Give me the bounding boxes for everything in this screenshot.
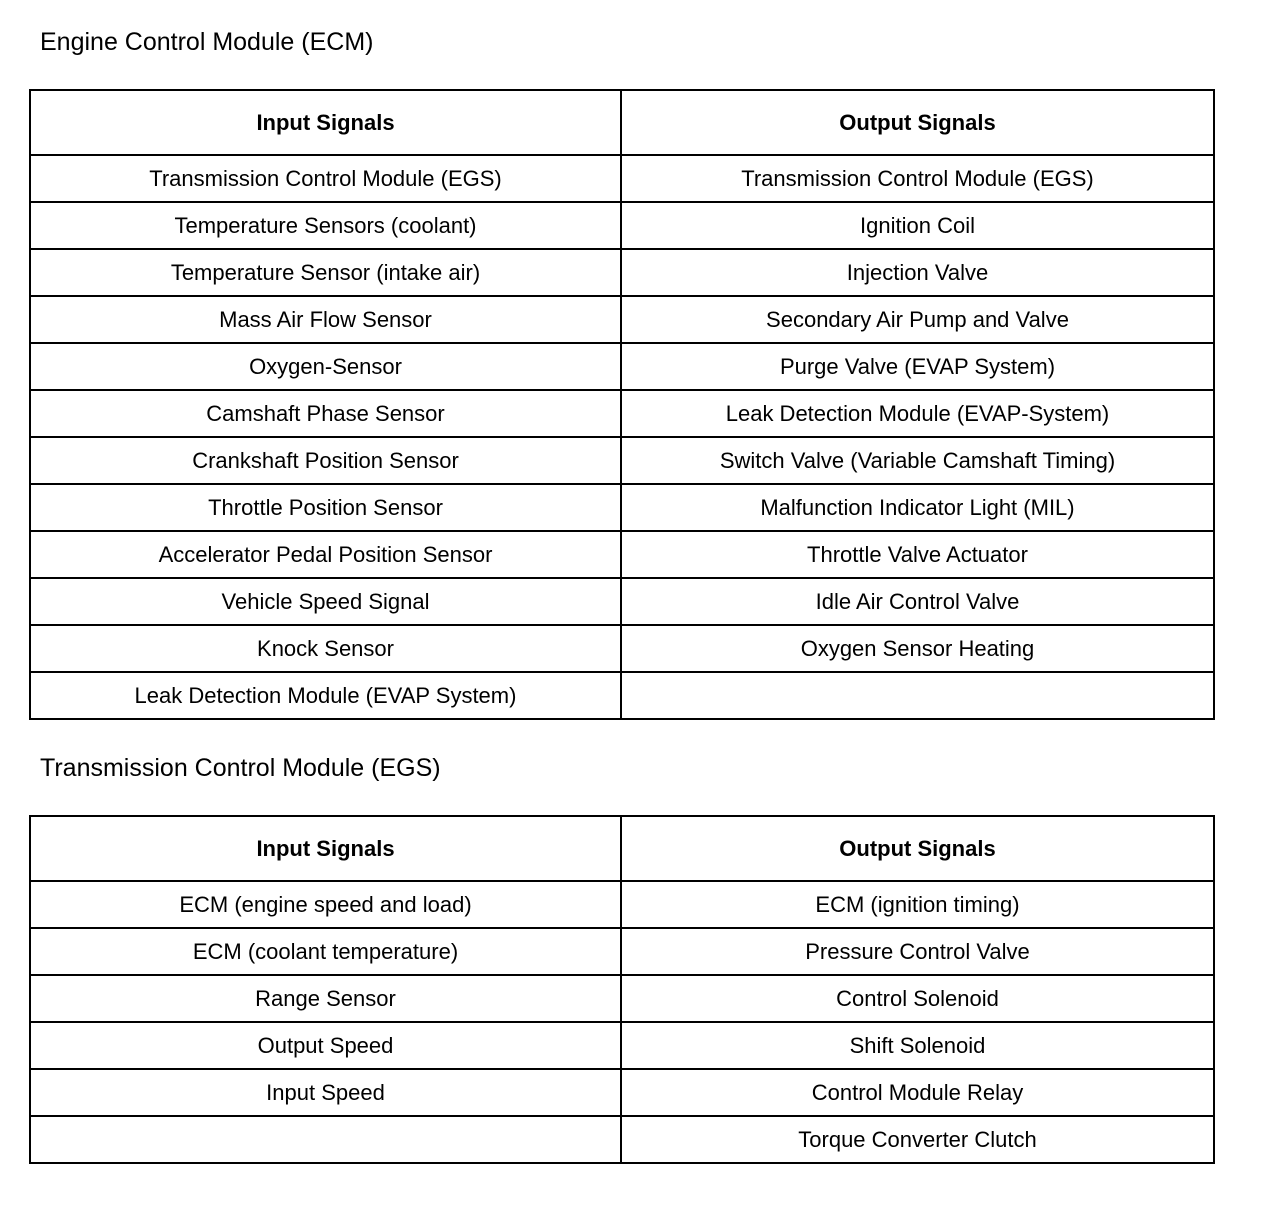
egs-input-signal: Range Sensor (30, 975, 621, 1022)
egs-input-signal (30, 1116, 621, 1163)
ecm-output-signal: Secondary Air Pump and Valve (621, 296, 1214, 343)
egs-input-signal: Input Speed (30, 1069, 621, 1116)
table-row (30, 202, 1214, 249)
ecm-input-signal: Throttle Position Sensor (30, 484, 621, 531)
table-row (30, 975, 1214, 1022)
ecm-output-signal: Purge Valve (EVAP System) (621, 343, 1214, 390)
egs-output-signal: Torque Converter Clutch (621, 1116, 1214, 1163)
ecm-output-signal: Injection Valve (621, 249, 1214, 296)
table-row (30, 484, 1214, 531)
ecm-input-signal: Vehicle Speed Signal (30, 578, 621, 625)
ecm-input-signal: Oxygen-Sensor (30, 343, 621, 390)
egs-section-title: Transmission Control Module (EGS) (40, 754, 441, 782)
ecm-input-signal: Temperature Sensors (coolant) (30, 202, 621, 249)
table-row (30, 1022, 1214, 1069)
egs-input-signal: ECM (coolant temperature) (30, 928, 621, 975)
table-row (30, 881, 1214, 928)
table-row (30, 437, 1214, 484)
egs-output-signal: Control Solenoid (621, 975, 1214, 1022)
table-row (30, 578, 1214, 625)
table-row (30, 531, 1214, 578)
ecm-output-signal (621, 672, 1214, 719)
ecm-output-signals-header: Output Signals (621, 90, 1214, 155)
ecm-input-signal: Temperature Sensor (intake air) (30, 249, 621, 296)
ecm-output-signal: Throttle Valve Actuator (621, 531, 1214, 578)
ecm-output-signal: Oxygen Sensor Heating (621, 625, 1214, 672)
ecm-input-signal: Mass Air Flow Sensor (30, 296, 621, 343)
egs-output-signal: Pressure Control Valve (621, 928, 1214, 975)
ecm-output-signal: Ignition Coil (621, 202, 1214, 249)
egs-input-signals-header: Input Signals (30, 816, 621, 881)
egs-input-signal: Output Speed (30, 1022, 621, 1069)
table-row (30, 928, 1214, 975)
ecm-input-signal: Knock Sensor (30, 625, 621, 672)
ecm-output-signal: Leak Detection Module (EVAP-System) (621, 390, 1214, 437)
table-row (30, 296, 1214, 343)
table-row (30, 1116, 1214, 1163)
ecm-input-signal: Camshaft Phase Sensor (30, 390, 621, 437)
ecm-output-signal: Malfunction Indicator Light (MIL) (621, 484, 1214, 531)
egs-signals-table (29, 815, 1215, 1164)
table-row (30, 155, 1214, 202)
ecm-input-signal: Transmission Control Module (EGS) (30, 155, 621, 202)
table-row (30, 672, 1214, 719)
egs-output-signals-header: Output Signals (621, 816, 1214, 881)
ecm-input-signal: Accelerator Pedal Position Sensor (30, 531, 621, 578)
egs-input-signal: ECM (engine speed and load) (30, 881, 621, 928)
table-row (30, 1069, 1214, 1116)
ecm-input-signals-header: Input Signals (30, 90, 621, 155)
ecm-output-signal: Idle Air Control Valve (621, 578, 1214, 625)
table-row (30, 625, 1214, 672)
egs-output-signal: ECM (ignition timing) (621, 881, 1214, 928)
ecm-section-title: Engine Control Module (ECM) (40, 28, 374, 56)
table-row (30, 390, 1214, 437)
ecm-input-signal: Crankshaft Position Sensor (30, 437, 621, 484)
ecm-input-signal: Leak Detection Module (EVAP System) (30, 672, 621, 719)
egs-output-signal: Shift Solenoid (621, 1022, 1214, 1069)
ecm-output-signal: Transmission Control Module (EGS) (621, 155, 1214, 202)
egs-output-signal: Control Module Relay (621, 1069, 1214, 1116)
ecm-output-signal: Switch Valve (Variable Camshaft Timing) (621, 437, 1214, 484)
ecm-header-row (30, 90, 1214, 155)
table-row (30, 249, 1214, 296)
egs-header-row (30, 816, 1214, 881)
table-row (30, 343, 1214, 390)
ecm-signals-table (29, 89, 1215, 720)
